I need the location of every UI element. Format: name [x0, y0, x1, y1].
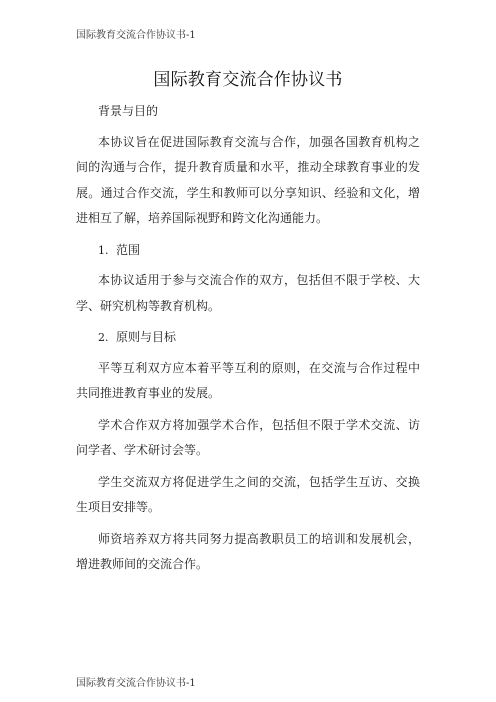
paragraph-student-exchange: 学生交流双方将促进学生之间的交流，包括学生互访、交换生项目安排等。	[76, 474, 420, 514]
section-heading-background	[76, 99, 420, 125]
section-heading-scope	[76, 238, 420, 264]
section-heading-text: 范围	[116, 242, 141, 257]
paragraph-scope: 本协议适用于参与交流合作的双方，包括但不限于学校、大学、研究机构等教育机构。	[76, 273, 420, 313]
paragraph-equality: 平等互利双方应本着平等互利的原则，在交流与合作过程中共同推进教育事业的发展。	[76, 360, 420, 400]
section-number: 1.	[98, 243, 109, 257]
paragraph-background: 本协议旨在促进国际教育交流与合作，加强各国教育机构之间的沟通与合作，提升教育质量和水平，推动全球教育事业的发展。通过合作交流，学生和教师可以分享知识、经验和文化，增进相互了解，培养国际视野和跨文化沟通能力。	[76, 134, 420, 225]
paragraph-academic-cooperation: 学术合作双方将加强学术合作，包括但不限于学术交流、访问学者、学术研讨会等。	[76, 417, 420, 457]
section-heading-text: 原则与目标	[116, 330, 177, 344]
document-title: 国际教育交流合作协议书	[153, 70, 343, 90]
section-heading-principles	[76, 325, 420, 351]
paragraph-teacher-training: 师资培养双方将共同努力提高教职员工的培训和发展机会，增进教师间的交流合作。	[76, 531, 420, 571]
running-footer: 国际教育交流合作协议书-1	[76, 678, 196, 689]
running-header: 国际教育交流合作协议书-1	[76, 30, 196, 41]
document-body	[76, 98, 420, 584]
section-heading-text: 背景与目的	[98, 104, 159, 118]
section-number: 2.	[98, 331, 109, 344]
